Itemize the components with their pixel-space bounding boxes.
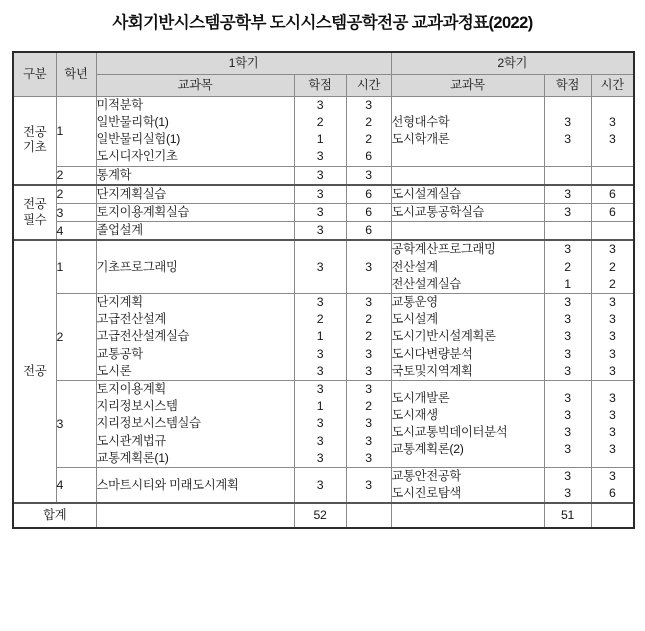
sem1-course-list: 스마트시티와 미래도시계획 xyxy=(96,468,294,504)
sem1-hours-list: 3 2 3 3 3 xyxy=(346,381,391,468)
total-spacer-course-sem2 xyxy=(391,503,544,528)
page-title: 사회기반시스템공학부 도시시스템공학전공 교과과정표(2022) xyxy=(112,14,533,32)
sem2-hours-list xyxy=(591,166,634,185)
table-row xyxy=(13,381,634,468)
sem2-credit-list: 3 2 1 xyxy=(544,240,591,293)
grade-cell: 4 xyxy=(56,468,96,504)
sem2-hours-list: 3 2 2 xyxy=(591,240,634,293)
sem1-hours-list: 3 2 2 3 3 xyxy=(346,294,391,381)
header-course-sem2: 교과목 xyxy=(391,74,544,96)
grade-cell: 3 xyxy=(56,204,96,222)
table-row xyxy=(13,468,634,504)
sem1-course-list: 토지이용계획실습 xyxy=(96,204,294,222)
sem2-credit-list: 3 3 3 3 3 xyxy=(544,294,591,381)
grade-cell: 2 xyxy=(56,185,96,204)
total-spacer-course-sem1 xyxy=(96,503,294,528)
header-course-sem1: 교과목 xyxy=(96,74,294,96)
total-spacer-hours-sem1 xyxy=(346,503,391,528)
header-semester-2: 2학기 xyxy=(391,52,634,75)
sem1-hours-list: 3 xyxy=(346,468,391,504)
sem2-credit-list: 3 3 3 3 xyxy=(544,381,591,468)
sem1-course-list: 단지계획 고급전산설계 고급전산설계실습 교통공학 도시론 xyxy=(96,294,294,381)
sem1-credit-list: 3 xyxy=(294,185,346,204)
grade-cell: 2 xyxy=(56,294,96,381)
sem2-hours-list: 3 3 3 3 xyxy=(591,381,634,468)
sem1-credit-list: 3 2 1 3 3 xyxy=(294,294,346,381)
total-spacer-hours-sem2 xyxy=(591,503,634,528)
sem2-course-list xyxy=(391,222,544,241)
table-header xyxy=(13,52,634,97)
sem2-credit-list xyxy=(544,222,591,241)
header-grade: 학년 xyxy=(56,52,96,97)
sem1-credit-list: 3 xyxy=(294,204,346,222)
sem1-hours-list: 6 xyxy=(346,204,391,222)
header-semester-1: 1학기 xyxy=(96,52,391,75)
sem2-course-list: 공학계산프로그래밍 전산설계 전산설계실습 xyxy=(391,240,544,293)
sem1-hours-list: 3 xyxy=(346,240,391,293)
sem2-credit-list: 3 xyxy=(544,204,591,222)
sem2-hours-list: 6 xyxy=(591,204,634,222)
sem1-hours-list: 3 2 2 6 xyxy=(346,96,391,166)
sem1-course-list: 기초프로그래밍 xyxy=(96,240,294,293)
category-cell: 전공 xyxy=(13,240,56,503)
sem2-course-list: 선형대수학 도시학개론 xyxy=(391,96,544,166)
header-hours-sem2: 시간 xyxy=(591,74,634,96)
sem2-credit-list: 3 xyxy=(544,185,591,204)
sem1-hours-list: 3 xyxy=(346,166,391,185)
sem1-course-list: 통계학 xyxy=(96,166,294,185)
sem2-hours-list: 3 3 xyxy=(591,96,634,166)
sem1-course-list: 미적분학 일반물리학(1) 일반물리실험(1) 도시디자인기초 xyxy=(96,96,294,166)
sem1-credit-list: 3 xyxy=(294,468,346,504)
sem2-course-list: 도시설계실습 xyxy=(391,185,544,204)
table-row xyxy=(13,240,634,293)
sem2-hours-list: 3 6 xyxy=(591,468,634,504)
total-row xyxy=(13,503,634,528)
sem1-credit-list: 3 xyxy=(294,222,346,241)
category-cell: 전공 필수 xyxy=(13,185,56,241)
grade-cell: 4 xyxy=(56,222,96,241)
sem2-course-list: 교통안전공학 도시진로탐색 xyxy=(391,468,544,504)
sem2-credit-list: 3 3 xyxy=(544,468,591,504)
sem1-course-list: 토지이용계획 지리정보시스템 지리정보시스템실습 도시관계법규 교통계획론(1) xyxy=(96,381,294,468)
grade-cell: 1 xyxy=(56,240,96,293)
sem1-hours-list: 6 xyxy=(346,222,391,241)
table-row xyxy=(13,166,634,185)
sem2-course-list: 도시교통공학실습 xyxy=(391,204,544,222)
table-footer xyxy=(13,503,634,528)
total-credits-sem2: 51 xyxy=(544,503,591,528)
header-hours-sem1: 시간 xyxy=(346,74,391,96)
table-row xyxy=(13,294,634,381)
sem2-hours-list: 3 3 3 3 3 xyxy=(591,294,634,381)
sem2-hours-list xyxy=(591,222,634,241)
sem1-credit-list: 3 1 3 3 3 xyxy=(294,381,346,468)
header-row-top xyxy=(13,52,634,75)
header-credit-sem2: 학점 xyxy=(544,74,591,96)
sem1-credit-list: 3 xyxy=(294,240,346,293)
grade-cell: 3 xyxy=(56,381,96,468)
sem2-course-list: 교통운영 도시설계 도시기반시설계획론 도시다변량분석 국토및지역계획 xyxy=(391,294,544,381)
table-row xyxy=(13,204,634,222)
sem2-hours-list: 6 xyxy=(591,185,634,204)
curriculum-table-container xyxy=(0,51,645,530)
sem2-credit-list xyxy=(544,166,591,185)
total-label: 합계 xyxy=(13,503,96,528)
sem1-course-list: 졸업설계 xyxy=(96,222,294,241)
table-row xyxy=(13,96,634,166)
sem1-course-list: 단지계획실습 xyxy=(96,185,294,204)
table-row xyxy=(13,185,634,204)
grade-cell: 2 xyxy=(56,166,96,185)
header-row-bottom xyxy=(13,74,634,96)
sem2-course-list xyxy=(391,166,544,185)
sem2-credit-list: 3 3 xyxy=(544,96,591,166)
sem1-credit-list: 3 2 1 3 xyxy=(294,96,346,166)
curriculum-table xyxy=(12,51,635,530)
sem1-credit-list: 3 xyxy=(294,166,346,185)
grade-cell: 1 xyxy=(56,96,96,166)
header-credit-sem1: 학점 xyxy=(294,74,346,96)
sem1-hours-list: 6 xyxy=(346,185,391,204)
category-cell: 전공 기초 xyxy=(13,96,56,185)
table-body xyxy=(13,96,634,503)
sem2-course-list: 도시개발론 도시재생 도시교통빅데이터분석 교통계획론(2) xyxy=(391,381,544,468)
table-row xyxy=(13,222,634,241)
total-credits-sem1: 52 xyxy=(294,503,346,528)
header-category: 구분 xyxy=(13,52,56,97)
